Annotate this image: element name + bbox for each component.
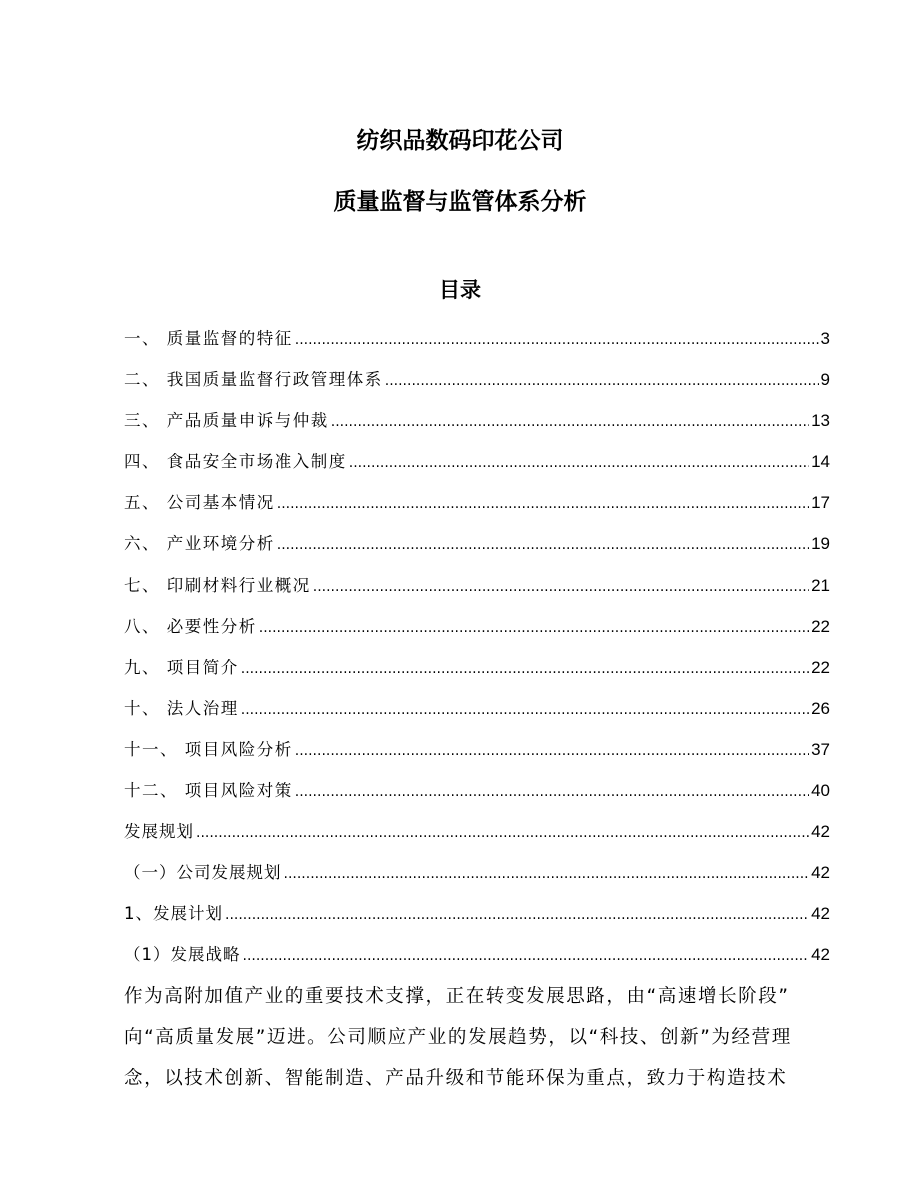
toc-entry[interactable] — [124, 852, 830, 893]
toc-dot-leader — [259, 608, 809, 649]
toc-dot-leader — [284, 854, 810, 895]
toc-entry-label: 1、发展计划 — [124, 904, 223, 924]
toc-entry-page: 14 — [811, 452, 830, 472]
toc-entry-page: 26 — [811, 698, 830, 718]
toc-dot-leader — [241, 649, 809, 690]
toc-entry-label: （一）公司发展规划 — [124, 863, 282, 883]
toc-entry-page: 42 — [811, 945, 830, 965]
toc-entry-label: 一、 质量监督的特征 — [124, 329, 293, 348]
toc-entry-label: 八、 必要性分析 — [124, 616, 257, 636]
toc-dot-leader — [196, 813, 809, 854]
toc-dot-leader — [313, 567, 809, 608]
body-line: 念，以技术创新、智能制造、产品升级和节能环保为重点，致力于构造技术 — [124, 1068, 788, 1089]
toc-entry-label: 二、 我国质量监督行政管理体系 — [124, 370, 383, 390]
toc-entry-page: 21 — [811, 575, 830, 595]
toc-dot-leader — [295, 731, 809, 772]
document-title-line-1: 纺织品数码印花公司 — [356, 128, 564, 154]
toc-heading: 目录 — [439, 278, 481, 302]
toc-entry[interactable] — [124, 729, 830, 770]
toc-entry-page: 3 — [820, 329, 830, 348]
toc-entry-label: 发展规划 — [124, 822, 194, 842]
toc-dot-leader — [349, 443, 809, 484]
toc-entry-label: 十、 法人治理 — [124, 698, 239, 718]
toc-entry[interactable] — [124, 893, 830, 934]
toc-entry-label: 六、 产业环境分析 — [124, 534, 275, 554]
toc-dot-leader — [331, 402, 809, 443]
toc-entry-label: （1）发展战略 — [124, 945, 241, 965]
toc-entry-label: 四、 食品安全市场准入制度 — [124, 452, 347, 472]
toc-dot-leader — [385, 361, 819, 402]
toc-entry-page: 9 — [820, 370, 830, 390]
toc-entry-label: 五、 公司基本情况 — [124, 493, 275, 513]
toc-entry-page: 19 — [811, 534, 830, 554]
toc-entry-page: 22 — [811, 657, 830, 677]
toc-entry[interactable] — [124, 647, 830, 688]
toc-dot-leader — [295, 320, 819, 361]
toc-entry[interactable] — [124, 482, 830, 523]
toc-entry-page: 42 — [811, 822, 830, 842]
toc-dot-leader — [277, 484, 809, 525]
toc-entry-page: 37 — [811, 739, 830, 759]
toc-entry[interactable] — [124, 400, 830, 441]
toc-dot-leader — [241, 690, 809, 731]
toc-dot-leader — [295, 772, 809, 813]
toc-entry-label: 九、 项目简介 — [124, 657, 239, 677]
toc-entry[interactable] — [124, 770, 830, 811]
toc-entry[interactable] — [124, 523, 830, 564]
toc-entry[interactable] — [124, 441, 830, 482]
toc-entry[interactable] — [124, 934, 830, 975]
toc-entry[interactable] — [124, 565, 830, 606]
toc-entry[interactable] — [124, 318, 830, 359]
toc-entry-page: 40 — [811, 781, 830, 801]
toc-entry-label: 十二、 项目风险对策 — [124, 781, 293, 801]
toc-entry[interactable] — [124, 811, 830, 852]
toc-entry-page: 42 — [811, 863, 830, 883]
toc-entry[interactable] — [124, 359, 830, 400]
toc-entry[interactable] — [124, 688, 830, 729]
body-line: 向“高质量发展”迈进。公司顺应产业的发展趋势，以“科技、创新”为经营理 — [124, 1027, 792, 1048]
toc-entry-page: 13 — [811, 411, 830, 431]
body-paragraph — [124, 976, 830, 1099]
table-of-contents — [124, 318, 830, 976]
toc-entry-label: 十一、 项目风险分析 — [124, 739, 293, 759]
toc-entry-page: 22 — [811, 616, 830, 636]
toc-dot-leader — [225, 895, 809, 936]
document-title-line-2: 质量监督与监管体系分析 — [333, 189, 587, 215]
toc-entry-label: 三、 产品质量申诉与仲裁 — [124, 411, 329, 431]
toc-dot-leader — [243, 936, 810, 977]
toc-entry-label: 七、 印刷材料行业概况 — [124, 575, 311, 595]
toc-dot-leader — [277, 525, 809, 566]
toc-entry-page: 17 — [811, 493, 830, 513]
body-line: 作为高附加值产业的重要技术支撑，正在转变发展思路，由“高速增长阶段” — [124, 986, 790, 1007]
toc-entry[interactable] — [124, 606, 830, 647]
toc-entry-page: 42 — [811, 904, 830, 924]
